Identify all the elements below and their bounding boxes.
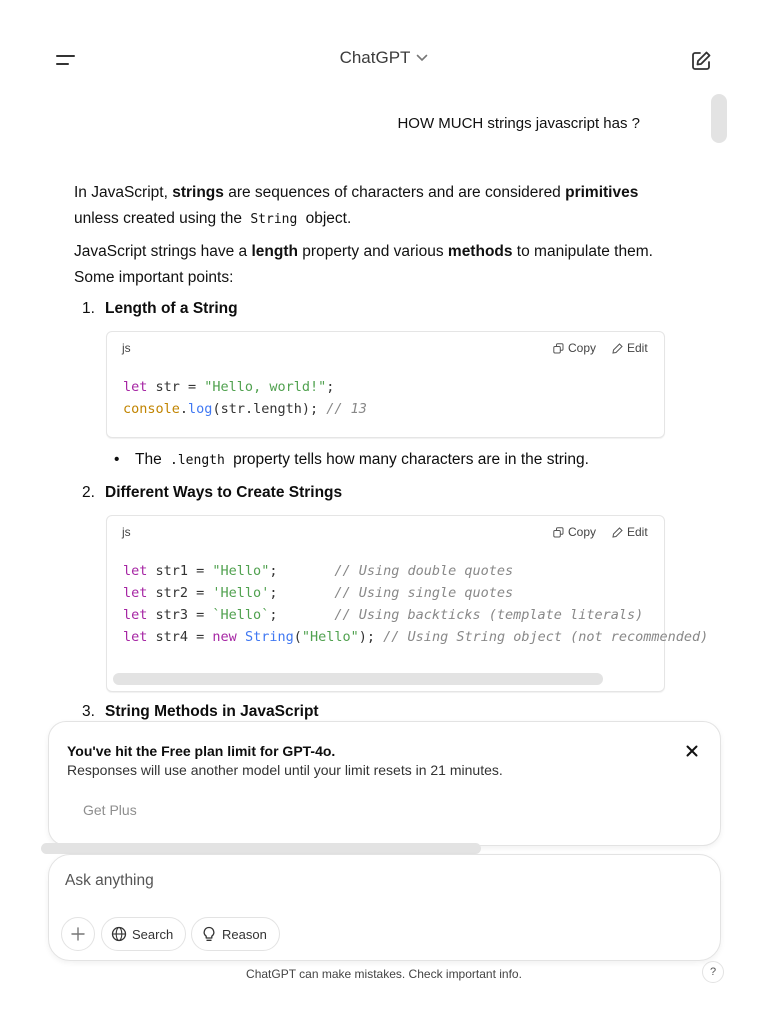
user-message: HOW MUCH strings javascript has ?: [397, 115, 640, 132]
text-run: object.: [301, 210, 352, 227]
code-horizontal-scrollbar[interactable]: [113, 673, 603, 685]
step-title: String Methods in JavaScript: [105, 703, 319, 720]
text-run: unless created using the: [74, 210, 247, 227]
code-token: "Hello": [212, 563, 270, 579]
code-token: );: [358, 629, 384, 645]
model-selector[interactable]: [340, 48, 429, 68]
plan-limit-notice: [48, 721, 721, 846]
inline-code: .length: [170, 453, 225, 468]
code-line: [123, 626, 709, 648]
code-block: [106, 515, 709, 692]
code-line: [123, 376, 648, 398]
code-line: [123, 560, 648, 582]
attach-button[interactable]: [61, 917, 95, 951]
text-run: The: [135, 451, 167, 468]
code-block: [106, 331, 665, 438]
text-run: are sequences of characters and are considered: [223, 184, 566, 201]
bullet-item: [114, 451, 589, 469]
step-heading: [82, 703, 319, 721]
get-plus-button[interactable]: Get Plus: [83, 802, 137, 818]
copy-code-button[interactable]: [553, 341, 596, 355]
code-token: str =: [147, 379, 205, 395]
disclaimer: ChatGPT can make mistakes. Check important info.: [246, 967, 522, 981]
code-block-header: [107, 516, 664, 546]
code-language-label: js: [122, 341, 131, 355]
notice-text: Responses will use another model until your limit resets in 21 minutes.: [67, 762, 503, 778]
copy-label: Copy: [568, 341, 597, 355]
code-token: console: [123, 401, 180, 417]
composer: [48, 854, 721, 961]
code-token: // Using double quotes: [334, 563, 514, 579]
code-token: `Hello`: [212, 607, 270, 623]
code-token: let: [123, 585, 148, 601]
copy-label: Copy: [568, 525, 597, 539]
code-line: [123, 604, 648, 626]
bold-term: methods: [447, 243, 513, 260]
code-token: // 13: [326, 401, 367, 417]
edit-code-button[interactable]: [612, 525, 648, 539]
code-content: [107, 546, 709, 648]
code-token: let: [123, 563, 148, 579]
code-line: [123, 398, 648, 420]
code-token: str2 =: [147, 585, 213, 601]
code-token: new: [212, 629, 237, 645]
step-heading: [82, 484, 342, 502]
code-token: (str.length);: [212, 401, 327, 417]
reason-label: Reason: [222, 926, 267, 942]
text-run: property tells how many characters are in the string.: [228, 451, 589, 468]
code-language-label: js: [122, 525, 131, 539]
assistant-message: [74, 180, 674, 297]
code-token: // Using backticks (template literals): [334, 607, 644, 623]
step-heading: [82, 300, 238, 318]
code-token: ;: [269, 563, 335, 579]
inline-code: String: [250, 212, 298, 227]
copy-icon: [553, 343, 564, 354]
search-button[interactable]: [101, 917, 186, 951]
code-token: // Using String object (not recommended): [383, 629, 709, 645]
code-line: [123, 582, 648, 604]
edit-icon: [612, 527, 623, 538]
top-bar: [0, 0, 768, 100]
step-number: 1.: [82, 300, 95, 317]
intro-paragraph: [74, 180, 674, 233]
bold-term: strings: [172, 184, 224, 201]
new-chat-icon[interactable]: [690, 50, 712, 72]
code-token: (: [293, 629, 302, 645]
edit-label: Edit: [627, 341, 648, 355]
edit-label: Edit: [627, 525, 648, 539]
lightbulb-icon: [201, 926, 217, 942]
edit-icon: [612, 343, 623, 354]
notice-title: You've hit the Free plan limit for GPT-4o.: [67, 743, 336, 759]
code-token: "Hello, world!": [204, 379, 327, 395]
copy-code-button[interactable]: [553, 525, 596, 539]
plus-icon: [71, 927, 85, 941]
chevron-down-icon: [416, 54, 428, 62]
code-token: // Using single quotes: [334, 585, 514, 601]
model-selector-wrap: [0, 48, 768, 68]
search-label: Search: [132, 926, 174, 942]
step-number: 3.: [82, 703, 95, 720]
model-selector-label: ChatGPT: [339, 48, 411, 67]
code-token: let: [123, 629, 148, 645]
code-token: .: [179, 401, 189, 417]
step-title: Different Ways to Create Strings: [105, 484, 343, 501]
close-icon[interactable]: [683, 742, 701, 760]
edit-code-button[interactable]: [612, 341, 648, 355]
code-token: "Hello": [301, 629, 359, 645]
code-token: ;: [269, 607, 335, 623]
second-paragraph: [74, 239, 674, 291]
code-token: [237, 629, 245, 645]
code-token: str4 =: [147, 629, 213, 645]
code-token: str3 =: [147, 607, 213, 623]
horizontal-scrollbar[interactable]: [41, 843, 481, 854]
step-number: 2.: [82, 484, 95, 501]
code-content: [107, 362, 664, 420]
text-run: In JavaScript,: [74, 184, 173, 201]
prompt-input[interactable]: [65, 867, 685, 895]
text-run: property and various: [297, 243, 448, 260]
bullet-dot: •: [114, 451, 120, 468]
code-token: let: [123, 379, 148, 395]
help-button[interactable]: ?: [702, 961, 724, 983]
code-token: let: [123, 607, 148, 623]
reason-button[interactable]: [191, 917, 280, 951]
code-token: log: [188, 401, 213, 417]
copy-icon: [553, 527, 564, 538]
step-title: Length of a String: [105, 300, 238, 317]
globe-icon: [111, 926, 127, 942]
text-run: JavaScript strings have a: [74, 243, 252, 260]
code-token: ;: [269, 585, 335, 601]
bold-term: primitives: [565, 184, 639, 201]
bold-term: length: [251, 243, 298, 260]
code-token: ;: [326, 379, 335, 395]
code-token: str1 =: [147, 563, 213, 579]
text-run: to manipulate them. Some important points:: [74, 243, 653, 286]
vertical-scrollbar[interactable]: [711, 94, 727, 143]
code-token: 'Hello': [212, 585, 270, 601]
code-token: String: [244, 629, 294, 645]
code-block-header: [107, 332, 664, 362]
